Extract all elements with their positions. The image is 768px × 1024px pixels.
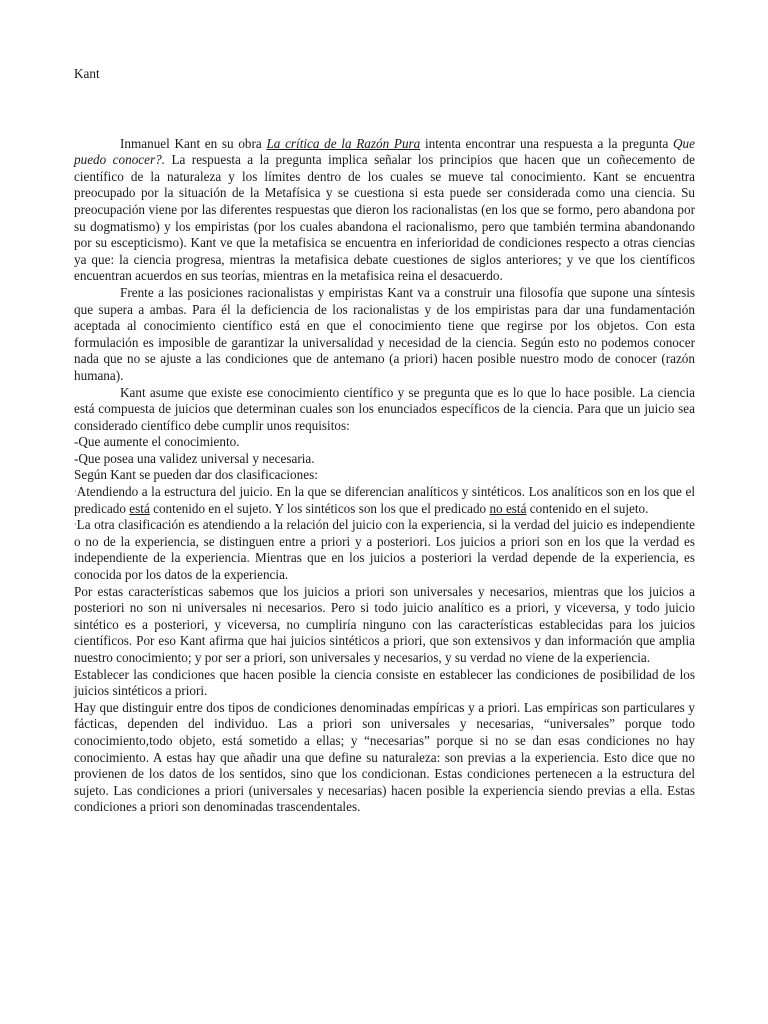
classification-experience <box>74 517 695 583</box>
classification-structure-text-b: contenido en el sujeto. Y los sintéticos son los que el predicado <box>149 500 490 516</box>
paragraph-intro-text-c: La respuesta a la pregunta implica señalar los principios que hacen que un coñecemento de científico de la naturaleza y los límites dentro de los cuales se mueve tal conocimiento. Kant se encuentra preocupado por la situación de la Metafísica y se cuestiona si esta puede ser considerada como una ciencia. Su preocupación viene por las diferentes respuestas que dieron los racionalistas (en los que se formo, pero abandona por su dogmatismo) y los empiristas (por los cuales abandona el racionalismo, pero que también termina abandonando por su escepticismo). Kant ve que la metafisica se encuentra en inferioridad de condiciones respecto a otras ciencias ya que: la ciencia progresa, mientras la metafisica debate cuestiones de siglos anteriores; y ve que los científicos encuentran acuerdos en sus teorías, mientras en la metafisica reina el desacuerdo. <box>74 152 695 284</box>
paragraph-condition-types: Hay que distinguir entre dos tipos de condiciones denominadas empíricas y a priori. Las empíricas son particulares y fácticas, dependen del individuo. Las a priori son universales y necesarias, “universales” porque todo conocimiento,todo objeto, está sometido a ellas; y “necesarias” porque si no se dan esas condiciones no hay conocimiento. A estas hay que añadir una que define su naturaleza: son previas a la experiencia. Esto dice que no provienen de los datos de los sentidos, sino que los condicionan. Estas condiciones pertenecen a la estructura del sujeto. Las condiciones a priori (universales y necesarias) hacen posible la experiencia siendo previas a ella. Estas condiciones a priori son denominadas trascendentales. <box>74 699 695 815</box>
paragraph-intro-text-b: intenta encontrar una respuesta a la pregunta <box>420 135 674 151</box>
paragraph-synthesis: Frente a las posiciones racionalistas y empiristas Kant va a construir una filosofía que supone una síntesis que supera a ambas. Para él la deficiencia de los racionalistas y de los empiristas para dar una fundamentación aceptada al conocimiento científico está en que el conocimiento tiene que regirse por los objetos. Con esta formulación es imposible de garantizar la universalidad y necesidad de la ciencia. Según esto no podemos conocer nada que no se ajuste a las condiciones que de antemano (a priori) hacen posible nuestro modo de conocer (razón humana). <box>74 284 695 383</box>
paragraph-intro-text-a: Inmanuel Kant en su obra <box>120 135 267 151</box>
classification-structure <box>74 484 695 517</box>
document-title: Kant <box>74 66 100 81</box>
requirement-item-2: -Que posea una validez universal y necesaria. <box>74 450 315 466</box>
classification-structure-text-a: Atendiendo a la estructura del juicio. En la que se diferencian analíticos y sintéticos. Los analíticos son en los que el predicado <box>74 484 695 516</box>
work-title: La crítica de la Razón Pura <box>266 135 421 151</box>
classification-structure-text-c: contenido en el sujeto. <box>526 500 649 516</box>
document-page <box>74 66 695 816</box>
requirement-item-1: -Que aumente el conocimiento. <box>74 434 240 450</box>
underlined-esta: está <box>129 500 150 516</box>
bullet-mark: · <box>74 520 77 530</box>
key-question: Que puedo conocer?. <box>74 135 695 168</box>
paragraph-characteristics: Por estas características sabemos que los juicios a priori son universales y necesarios, mientras que los juicios a posteriori no son ni universales ni necesarios. Pero si todo juicio analítico es a priori, y viceversa, y todo juicio sintético es a posteriori, y viceversa, no cumpliría ninguno con las características establecidas para los juicios científicos. Por eso Kant afirma que hai juicios sintéticos a priori, que son extensivos y dan información que amplia nuestro conocimiento; y por ser a priori, son universales y necesarios, y su verdad no viene de la experiencia. <box>74 583 695 665</box>
classification-experience-text: La otra clasificación es atendiendo a la relación del juicio con la experiencia, si la verdad del juicio es independiente o no de la experiencia, se distinguen entre a priori y a posteriori. Los juicios a priori son en los que la verdad es independiente de la experiencia. Mientras que en los juicios a posteriori la verdad depende de la experiencia, es conocida por los datos de la experiencia. <box>74 517 695 583</box>
paragraph-intro <box>74 136 695 285</box>
paragraph-conditions: Establecer las condiciones que hacen posible la ciencia consiste en establecer las condiciones de posibilidad de los juicios sintéticos a priori. <box>74 666 695 699</box>
underlined-no-esta: no está <box>489 500 527 516</box>
paragraph-science: Kant asume que existe ese conocimiento científico y se pregunta que es lo que lo hace posible. La ciencia está compuesta de juicios que determinan cuales son los enunciados específicos de la ciencia. Para que un juicio sea considerado científico debe cumplir unos requisitos: <box>74 384 695 433</box>
bullet-mark: · <box>74 487 77 497</box>
paragraph-classifications: Según Kant se pueden dar dos clasificaciones: <box>74 467 318 483</box>
